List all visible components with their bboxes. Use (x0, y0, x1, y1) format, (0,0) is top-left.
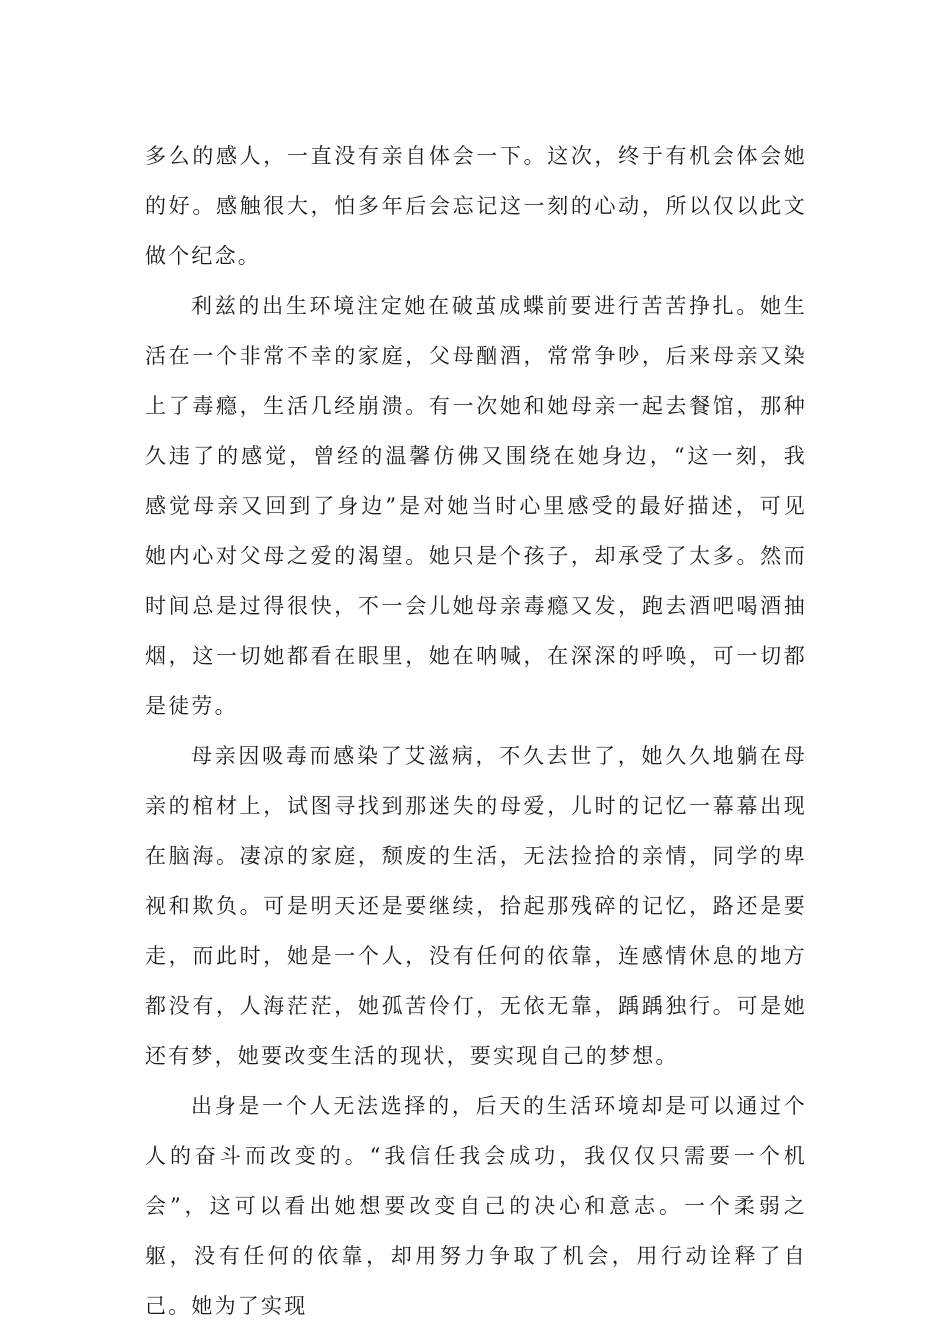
paragraph-1: 多么的感人，一直没有亲自体会一下。这次，终于有机会体会她的好。感触很大，怕多年后会忘记这一刻的心动，所以仅以此文做个纪念。 (145, 144, 807, 268)
paragraph-4: 出身是一个人无法选择的，后天的生活环境却是可以通过个人的奋斗而改变的。“我信任我会成功，我仅仅只需要一个机会”，这可以看出她想要改变自己的决心和意志。一个柔弱之躯，没有任何的依靠，却用努力争取了机会，用行动诠释了自己。她为了实现 (145, 1094, 807, 1318)
paragraph-2: 利兹的出生环境注定她在破茧成蝶前要进行苦苦挣扎。她生活在一个非常不幸的家庭，父母酗酒，常常争吵，后来母亲又染上了毒瘾，生活几经崩溃。有一次她和她母亲一起去餐馆，那种久违了的感觉，曾经的温馨仿佛又围绕在她身边，“这一刻，我感觉母亲又回到了身边”是对她当时心里感受的最好描述，可见她内心对父母之爱的渴望。她只是个孩子，却承受了太多。然而时间总是过得很快，不一会儿她母亲毒瘾又发，跑去酒吧喝酒抽烟，这一切她都看在眼里，她在呐喊，在深深的呼唤，可一切都是徒劳。 (145, 294, 807, 718)
paragraph-3: 母亲因吸毒而感染了艾滋病，不久去世了，她久久地躺在母亲的棺材上，试图寻找到那迷失的母爱，儿时的记忆一幕幕出现在脑海。凄凉的家庭，颓废的生活，无法捡拾的亲情，同学的卑视和欺负。可是明天还是要继续，拾起那残碎的记忆，路还是要走，而此时，她是一个人，没有任何的依靠，连感情休息的地方都没有，人海茫茫，她孤苦伶仃，无依无靠，踽踽独行。可是她还有梦，她要改变生活的现状，要实现自己的梦想。 (145, 744, 807, 1068)
document-body (145, 131, 807, 1331)
